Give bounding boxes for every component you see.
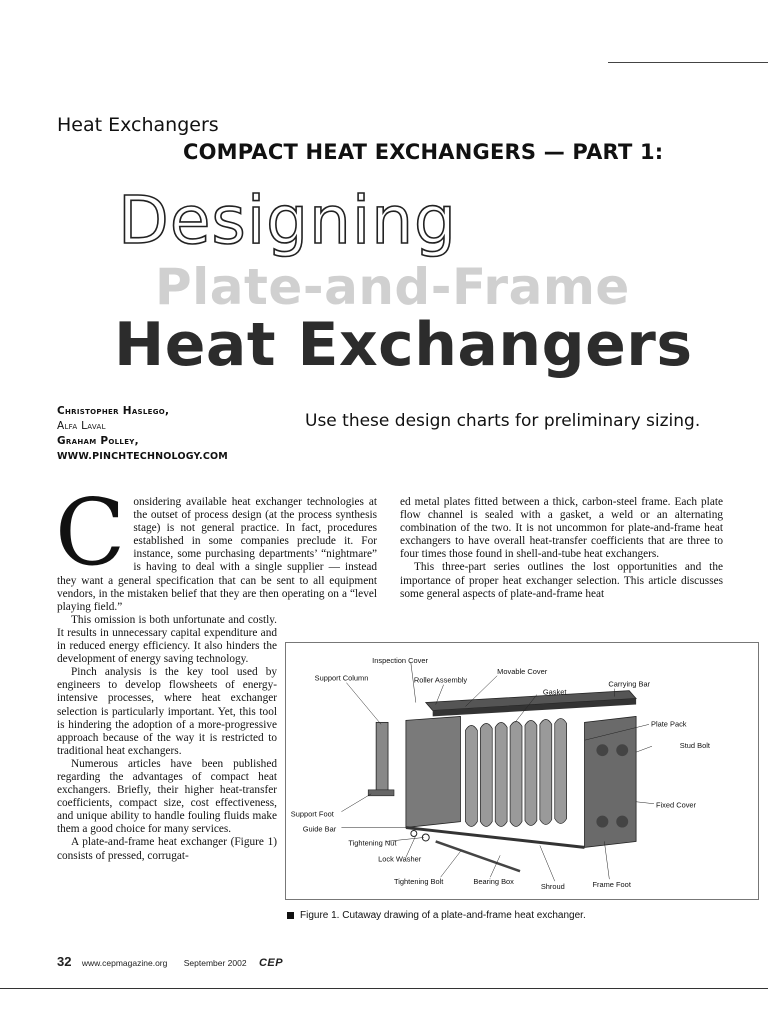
callout-stud-bolt: Stud Bolt xyxy=(679,741,710,751)
callout-support-foot: Support Foot xyxy=(290,809,334,819)
callout-plate-pack: Plate Pack xyxy=(650,719,687,729)
plate-pack-shape xyxy=(465,718,566,826)
guide-bar-shape xyxy=(406,828,585,848)
paragraph xyxy=(55,479,377,614)
port-shape xyxy=(616,816,628,828)
callout-movable-cover: Movable Cover xyxy=(497,666,548,676)
byline xyxy=(57,404,228,464)
drop-cap: C xyxy=(55,479,126,586)
callout-frame-foot: Frame Foot xyxy=(592,880,631,890)
section-label: Heat Exchangers xyxy=(57,114,219,136)
callout-shroud: Shroud xyxy=(540,882,565,892)
bottom-rule xyxy=(0,988,768,989)
author-1: Christopher Haslego, xyxy=(57,405,170,417)
body-column-2 xyxy=(400,496,723,601)
paragraph: This three-part series outlines the lost opportunities and the importance of proper heat exchanger selection. This article discusses some general aspects of plate-and-frame heat xyxy=(400,561,723,600)
series-title: COMPACT HEAT EXCHANGERS — PART 1: xyxy=(183,140,664,164)
page-footer xyxy=(57,954,283,969)
port-shape xyxy=(616,744,628,756)
paragraph: A plate-and-frame heat exchanger (Figure 1) consists of pressed, corrugat- xyxy=(57,836,277,862)
heat-exchanger-drawing xyxy=(286,643,758,899)
callout-bearing-box: Bearing Box xyxy=(473,877,514,887)
affiliation-2: WWW.PINCHTECHNOLOGY.COM xyxy=(57,451,228,462)
title-line-1: Designing xyxy=(118,182,457,259)
callout-carrying-bar: Carrying Bar xyxy=(608,679,651,689)
port-shape xyxy=(596,816,608,828)
callout-roller-assembly: Roller Assembly xyxy=(413,675,468,685)
title-line-2: Plate-and-Frame xyxy=(155,258,630,316)
support-column-shape xyxy=(376,722,388,791)
paragraph: This omission is both unfortunate and costly. It results in unnecessary capital expenditure and in reduced energy efficiency. It also hinders the development of energy saving technology. xyxy=(57,613,277,666)
support-foot-shape xyxy=(368,790,394,796)
tightening-bolt-shape xyxy=(436,841,520,871)
paragraph: Numerous articles have been published regarding the advantages of compact heat exchangers. Briefly, their higher heat-transfer coefficients, compact size, cost effectiveness, and unique ability to handle fouling fluids make them a good choice for many services. xyxy=(57,757,277,836)
fixed-cover-shape xyxy=(585,716,637,847)
callout-lock-washer: Lock Washer xyxy=(378,854,422,864)
movable-cover-shape xyxy=(406,716,461,827)
paragraph: ed metal plates fitted between a thick, carbon-steel frame. Each plate flow channel is sealed with a gasket, a weld or an alternating combination of the two. It is not uncommon for plate-and-frame heat exchangers to have overall heat-transfer coefficients that are three to four times those found in shell-and-tube heat exchangers. xyxy=(400,496,723,561)
callout-guide-bar: Guide Bar xyxy=(302,824,337,834)
callout-inspection-cover: Inspection Cover xyxy=(372,655,428,665)
paragraph: Pinch analysis is the key tool used by engineers to develop flowsheets of energy-intensive processes, where heat exchanger selection is particularly important. Yet, this tool is hindering the adoption of a more-progressive approach because of the way it is restricted to traditional heat exchangers. xyxy=(57,666,277,757)
callout-gasket: Gasket xyxy=(542,687,567,697)
deck: Use these design charts for preliminary sizing. xyxy=(305,411,701,431)
footer-date: September 2002 xyxy=(183,958,247,968)
footer-url: www.cepmagazine.org xyxy=(81,958,168,968)
callout-tightening-nut: Tightening Nut xyxy=(348,838,397,848)
caption-text: Figure 1. Cutaway drawing of a plate-and-frame heat exchanger. xyxy=(300,910,586,921)
title-line-3: Heat Exchangers xyxy=(114,310,693,380)
page-number: 32 xyxy=(57,954,72,969)
figure-caption xyxy=(287,910,586,921)
paragraph-text: onsidering available heat exchanger technologies at the outset of process design (at the process synthesis stage) is not general practice. In fact, procedures established in some companies preclude it. For instance, some purchasing departments’ “nightmare” is having to deal with a single supplier — instead they want a general specification that can be sent to all equipment vendors, in the mistaken belief that they are then operating on a “level playing field.” xyxy=(57,496,377,613)
affiliation-1: Alfa Laval xyxy=(57,420,106,432)
port-shape xyxy=(596,744,608,756)
figure-1 xyxy=(285,642,759,900)
callout-support-column: Support Column xyxy=(314,673,369,683)
author-2: Graham Polley, xyxy=(57,435,139,447)
top-rule xyxy=(608,62,768,63)
callout-tightening-bolt: Tightening Bolt xyxy=(394,877,444,887)
callout-fixed-cover: Fixed Cover xyxy=(655,800,697,810)
cep-logo: CEP xyxy=(258,957,284,969)
caption-bullet xyxy=(287,912,294,919)
